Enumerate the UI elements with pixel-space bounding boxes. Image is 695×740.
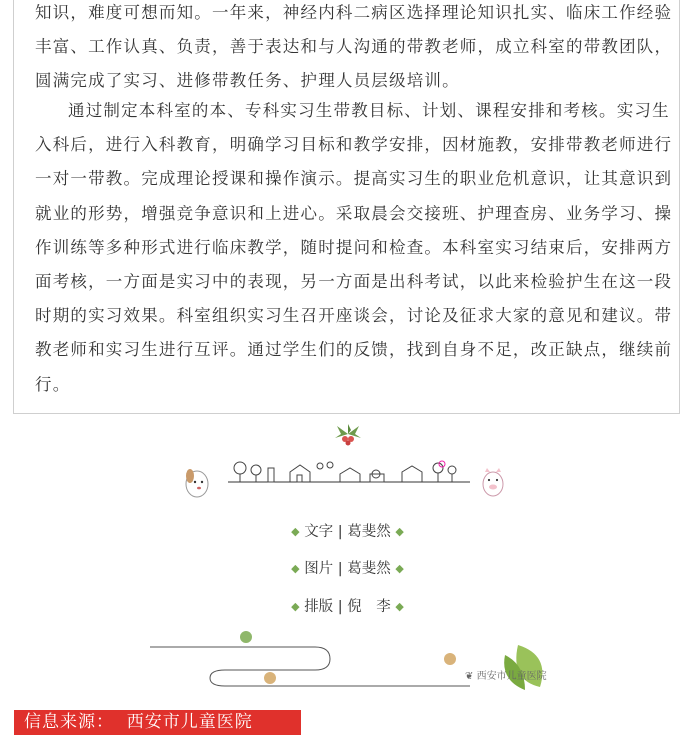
diamond-icon: ◆ [291, 525, 300, 538]
hospital-logo-icon: ❦ [465, 671, 474, 682]
credit-photo-label: 图片 | 葛斐然 [304, 561, 391, 577]
credit-layout-label: 排版 | 倪 李 [304, 599, 391, 615]
article-card [13, 0, 680, 414]
diamond-icon: ◆ [291, 562, 300, 575]
diamond-icon: ◆ [395, 600, 404, 613]
article-paragraph: 知识，难度可想而知。一年来，神经内科二病区选择理论知识扎实、临床工作经验丰富、工作认真、负责，善于表达和与人沟通的带教老师，成立科室的带教团队，圆满完成了实习、进修带教任务、护理人员层级培训。 [35, 3, 673, 91]
credit-text-label: 文字 | 葛斐然 [304, 524, 391, 540]
source-bar: 信息来源： 西安市儿童医院 [14, 710, 301, 735]
swoosh-divider [140, 625, 560, 695]
puppy-icon [186, 469, 208, 497]
hospital-logo [465, 667, 547, 682]
diamond-icon: ◆ [291, 600, 300, 613]
credit-photo [0, 557, 695, 578]
diamond-icon: ◆ [395, 562, 404, 575]
credit-layout [0, 595, 695, 616]
article-paragraph: 通过制定本科室的本、专科实习生带教目标、计划、课程安排和考核。实习生入科后，进行入科教育，明确学习目标和教学安排，因材施教，安排带教老师进行一对一带教。完成理论授课和操作演示。提高实习生的职业危机意识，让其意识到就业的形势，增强竞争意识和上进心。采取晨会交接班、护理查房、业务学习、操作训练等多种形式进行临床教学，随时提问和检查。本科室实习结束后，安排两方面考核，一方面是实习中的表现，另一方面是出科考试，以此来检验护生在这一段时期的实习效果。科室组织实习生召开座谈会，讨论及征求大家的意见和建议。带教老师和实习生进行互评。通过学生们的反馈，找到自身不足，改正缺点，继续前行。 [35, 101, 673, 394]
credit-text [0, 520, 695, 541]
pig-icon [483, 468, 503, 496]
hospital-logo-label: 西安市儿童医院 [476, 671, 547, 682]
diamond-icon: ◆ [395, 525, 404, 538]
holly-icon [333, 422, 363, 446]
landscape-icon [180, 460, 510, 504]
